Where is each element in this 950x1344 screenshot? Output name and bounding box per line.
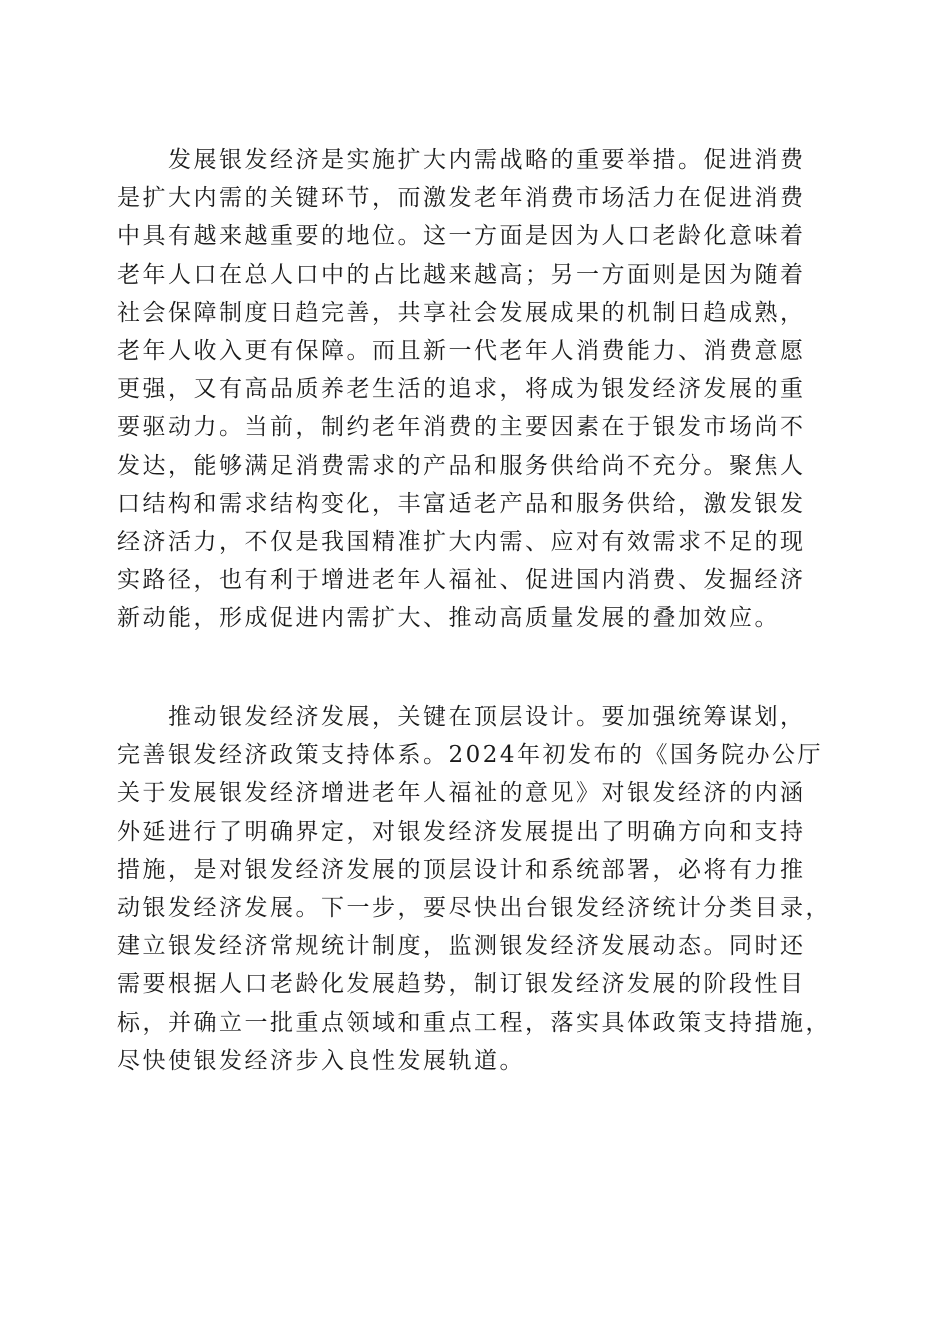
paragraph-line: 老年人口在总人口中的占比越来越高；另一方面则是因为随着 <box>117 261 806 288</box>
paragraph-line: 发达，能够满足消费需求的产品和服务供给尚不充分。聚焦人 <box>117 452 806 479</box>
paragraph-line: 发展银发经济是实施扩大内需战略的重要举措。促进消费 <box>168 147 806 173</box>
paragraph-line: 尽快使银发经济步入良性发展轨道。 <box>117 1047 525 1074</box>
paragraph-line: 完善银发经济政策支持体系。2024年初发布的《国务院办公厅 <box>117 742 824 769</box>
paragraph-line: 外延进行了明确界定，对银发经济发展提出了明确方向和支持 <box>117 818 806 845</box>
paragraph-line: 是扩大内需的关键环节，而激发老年消费市场活力在促进消费 <box>117 185 806 212</box>
paragraph-2 <box>117 698 833 1080</box>
paragraph-line: 推动银发经济发展，关键在顶层设计。要加强统筹谋划， <box>168 704 806 730</box>
paragraph-line: 标，并确立一批重点领域和重点工程，落实具体政策支持措施， <box>117 1009 831 1036</box>
paragraph-line: 需要根据人口老龄化发展趋势，制订银发经济发展的阶段性目 <box>117 971 806 998</box>
paragraph-1 <box>117 141 833 637</box>
paragraph-line: 口结构和需求结构变化，丰富适老产品和服务供给，激发银发 <box>117 490 806 517</box>
paragraph-line: 措施，是对银发经济发展的顶层设计和系统部署，必将有力推 <box>117 856 806 883</box>
paragraph-line: 社会保障制度日趋完善，共享社会发展成果的机制日趋成熟， <box>117 299 806 326</box>
paragraph-line: 更强，又有高品质养老生活的追求，将成为银发经济发展的重 <box>117 376 806 403</box>
paragraph-line: 实路径，也有利于增进老年人福祉、促进国内消费、发掘经济 <box>117 567 806 594</box>
paragraph-line: 动银发经济发展。下一步，要尽快出台银发经济统计分类目录， <box>117 894 831 921</box>
paragraph-line: 经济活力，不仅是我国精准扩大内需、应对有效需求不足的现 <box>117 528 806 555</box>
paragraph-line: 中具有越来越重要的地位。这一方面是因为人口老龄化意味着 <box>117 223 806 250</box>
paragraph-line: 要驱动力。当前，制约老年消费的主要因素在于银发市场尚不 <box>117 414 806 441</box>
paragraph-line: 建立银发经济常规统计制度，监测银发经济发展动态。同时还 <box>117 933 806 960</box>
paragraph-line: 老年人收入更有保障。而且新一代老年人消费能力、消费意愿 <box>117 337 806 364</box>
paragraph-line: 关于发展银发经济增进老年人福祉的意见》对银发经济的内涵 <box>117 780 806 807</box>
paragraph-line: 新动能，形成促进内需扩大、推动高质量发展的叠加效应。 <box>117 605 780 632</box>
